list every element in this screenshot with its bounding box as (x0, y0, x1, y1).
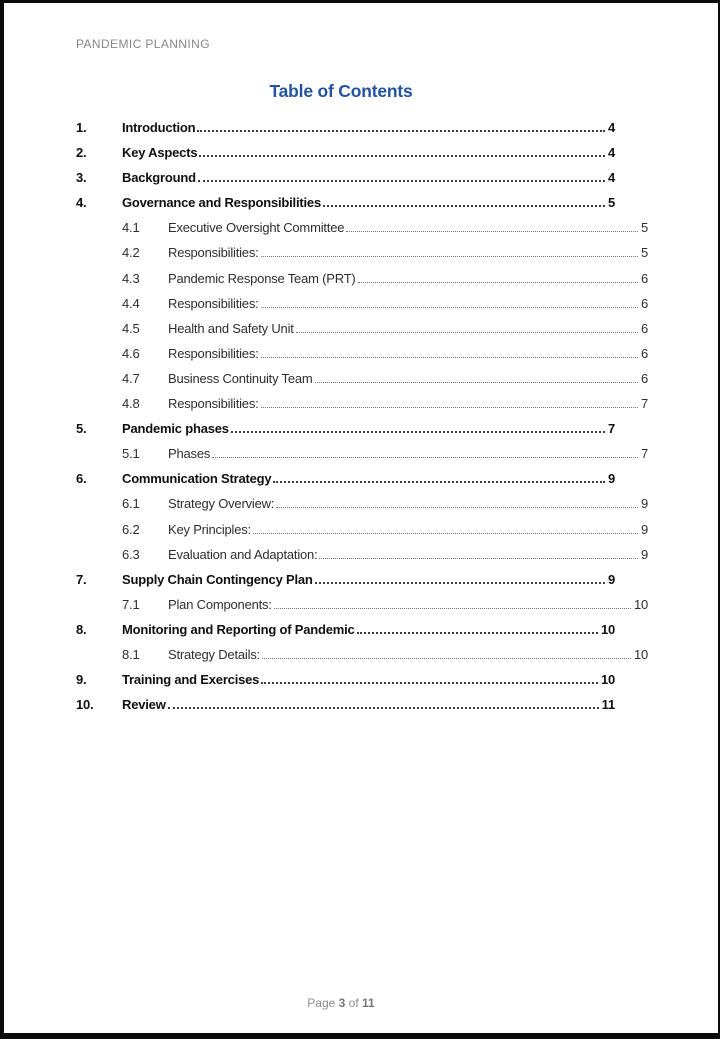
toc-entry-page-number: 6 (640, 370, 648, 386)
toc-dot-leader (199, 155, 605, 157)
toc-entry-number: 6.1 (122, 496, 140, 512)
toc-dot-leader (323, 205, 605, 207)
toc-entry-label: Governance and Responsibilities (122, 195, 321, 211)
toc-dot-leader (315, 382, 638, 383)
toc-entry[interactable] (76, 190, 648, 215)
toc-entry[interactable] (76, 341, 648, 366)
toc-entry[interactable] (76, 491, 648, 516)
toc-entry-number: 1. (76, 120, 87, 135)
toc-entry-number: 4. (76, 195, 87, 211)
toc-entry-label: Responsibilities: (168, 345, 259, 361)
toc-dot-leader (346, 231, 638, 232)
toc-entry-number: 4.6 (122, 345, 140, 361)
toc-entry[interactable] (76, 642, 648, 667)
toc-entry-number: 6.3 (122, 546, 140, 562)
toc-entry-number: 6. (76, 471, 87, 487)
toc-dot-leader (198, 180, 605, 182)
toc-entry[interactable] (76, 240, 648, 265)
toc-entry[interactable] (76, 441, 648, 466)
toc-entry-page-number: 5 (607, 195, 615, 211)
toc-entry[interactable] (76, 291, 648, 316)
toc-entry-number: 4.1 (122, 220, 140, 236)
toc-dot-leader (358, 282, 638, 283)
toc-entry[interactable] (76, 266, 648, 291)
toc-entry-page-number: 4 (607, 145, 615, 161)
toc-dot-leader (315, 582, 605, 584)
toc-dot-leader (261, 256, 638, 257)
toc-entry-page-number: 6 (640, 270, 648, 286)
toc-entry[interactable] (76, 567, 648, 592)
toc-entry-label: Evaluation and Adaptation: (168, 546, 318, 562)
toc-entry-number: 2. (76, 145, 87, 161)
toc-dot-leader (296, 332, 638, 333)
footer-page-prefix: Page (307, 996, 339, 1010)
toc-entry[interactable] (76, 667, 648, 692)
toc-entry-number: 8. (76, 621, 87, 637)
toc-entry-label: Key Principles: (168, 521, 251, 537)
toc-entry-label: Pandemic phases (122, 421, 229, 437)
page-footer (4, 996, 678, 1010)
toc-entry-label: Supply Chain Contingency Plan (122, 571, 313, 587)
toc-entry-page-number: 9 (607, 471, 615, 487)
toc-entry-label: Strategy Details: (168, 646, 260, 662)
toc-dot-leader (274, 608, 631, 609)
toc-entry-number: 4.7 (122, 370, 140, 386)
toc-dot-leader (253, 533, 638, 534)
toc-entry[interactable] (76, 592, 648, 617)
toc-entry[interactable] (76, 692, 648, 717)
toc-entry-page-number: 7 (640, 396, 648, 412)
toc-entry-label: Plan Components: (168, 596, 272, 612)
toc-dot-leader (273, 481, 605, 483)
toc-entry-label: Pandemic Response Team (PRT) (168, 270, 356, 286)
toc-entry-label: Review (122, 697, 166, 713)
toc-entry-page-number: 7 (640, 446, 648, 462)
toc-entry-number: 7.1 (122, 596, 140, 612)
toc-dot-leader (261, 407, 638, 408)
toc-entry-page-number: 10 (600, 621, 615, 637)
toc-dot-leader (197, 130, 605, 132)
toc-entry-number: 7. (76, 571, 87, 587)
toc-entry[interactable] (76, 466, 648, 491)
toc-entry-label: Executive Oversight Committee (168, 220, 345, 236)
toc-entry-number: 9. (76, 672, 87, 688)
toc-entry[interactable] (76, 517, 648, 542)
toc-entry-label: Strategy Overview: (168, 496, 275, 512)
toc-entry-number: 8.1 (122, 646, 140, 662)
toc-entry-label: Communication Strategy (122, 471, 272, 487)
toc-entry[interactable] (76, 165, 648, 190)
toc-entry-label: Introduction (122, 120, 196, 135)
toc-entry-label: Responsibilities: (168, 396, 259, 412)
document-page (4, 3, 718, 1033)
table-of-contents (76, 115, 648, 717)
toc-dot-leader (261, 357, 638, 358)
toc-entry-page-number: 4 (607, 120, 615, 135)
toc-entry[interactable] (76, 366, 648, 391)
page-title: Table of Contents (269, 81, 413, 101)
toc-entry-number: 4.3 (122, 270, 140, 286)
toc-dot-leader (168, 707, 599, 709)
toc-entry-page-number: 10 (633, 596, 648, 612)
toc-entry[interactable] (76, 617, 648, 642)
toc-entry-label: Business Continuity Team (168, 370, 313, 386)
toc-dot-leader (212, 457, 638, 458)
toc-entry[interactable] (76, 316, 648, 341)
toc-entry-page-number: 11 (601, 697, 615, 713)
footer-total-pages: 11 (362, 996, 375, 1010)
toc-entry-number: 3. (76, 170, 87, 186)
toc-entry-page-number: 5 (640, 220, 648, 236)
toc-dot-leader (357, 632, 598, 634)
toc-entry-label: Health and Safety Unit (168, 320, 294, 336)
toc-entry-number: 10. (76, 697, 94, 713)
toc-entry[interactable] (76, 140, 648, 165)
toc-entry-label: Monitoring and Reporting of Pandemic (122, 621, 355, 637)
toc-entry-label: Responsibilities: (168, 245, 259, 261)
toc-entry-page-number: 10 (633, 646, 648, 662)
toc-entry-page-number: 9 (640, 521, 648, 537)
toc-entry[interactable] (76, 542, 648, 567)
toc-entry-page-number: 6 (640, 295, 648, 311)
toc-entry-label: Training and Exercises (122, 672, 260, 688)
toc-entry-number: 4.2 (122, 245, 140, 261)
toc-dot-leader (276, 507, 638, 508)
toc-entry-number: 4.8 (122, 396, 140, 412)
toc-entry-number: 5.1 (122, 446, 140, 462)
toc-entry-page-number: 4 (607, 170, 615, 186)
toc-entry-page-number: 9 (640, 496, 648, 512)
toc-entry-page-number: 9 (640, 546, 648, 562)
toc-dot-leader (231, 431, 605, 433)
toc-entry-page-number: 9 (607, 571, 615, 587)
toc-entry-number: 4.5 (122, 320, 140, 336)
toc-entry-label: Key Aspects (122, 145, 198, 161)
toc-entry-page-number: 10 (600, 672, 615, 688)
document-header-text: PANDEMIC PLANNING (76, 37, 210, 51)
toc-entry-label: Background (122, 170, 196, 186)
toc-dot-leader (261, 307, 638, 308)
toc-dot-leader (262, 658, 631, 659)
toc-entry[interactable] (76, 215, 648, 240)
toc-entry[interactable] (76, 115, 648, 140)
toc-dot-leader (261, 682, 598, 684)
toc-entry-page-number: 6 (640, 320, 648, 336)
toc-entry[interactable] (76, 416, 648, 441)
toc-entry-label: Phases (168, 446, 211, 462)
footer-current-page: 3 (338, 996, 346, 1010)
toc-entry[interactable] (76, 391, 648, 416)
toc-entry-number: 6.2 (122, 521, 140, 537)
toc-entry-label: Responsibilities: (168, 295, 259, 311)
toc-dot-leader (319, 558, 637, 559)
footer-of-separator: of (345, 996, 363, 1010)
toc-entry-number: 4.4 (122, 295, 140, 311)
toc-entry-page-number: 7 (607, 421, 615, 437)
toc-entry-page-number: 6 (640, 345, 648, 361)
toc-entry-page-number: 5 (640, 245, 648, 261)
toc-entry-number: 5. (76, 421, 87, 437)
